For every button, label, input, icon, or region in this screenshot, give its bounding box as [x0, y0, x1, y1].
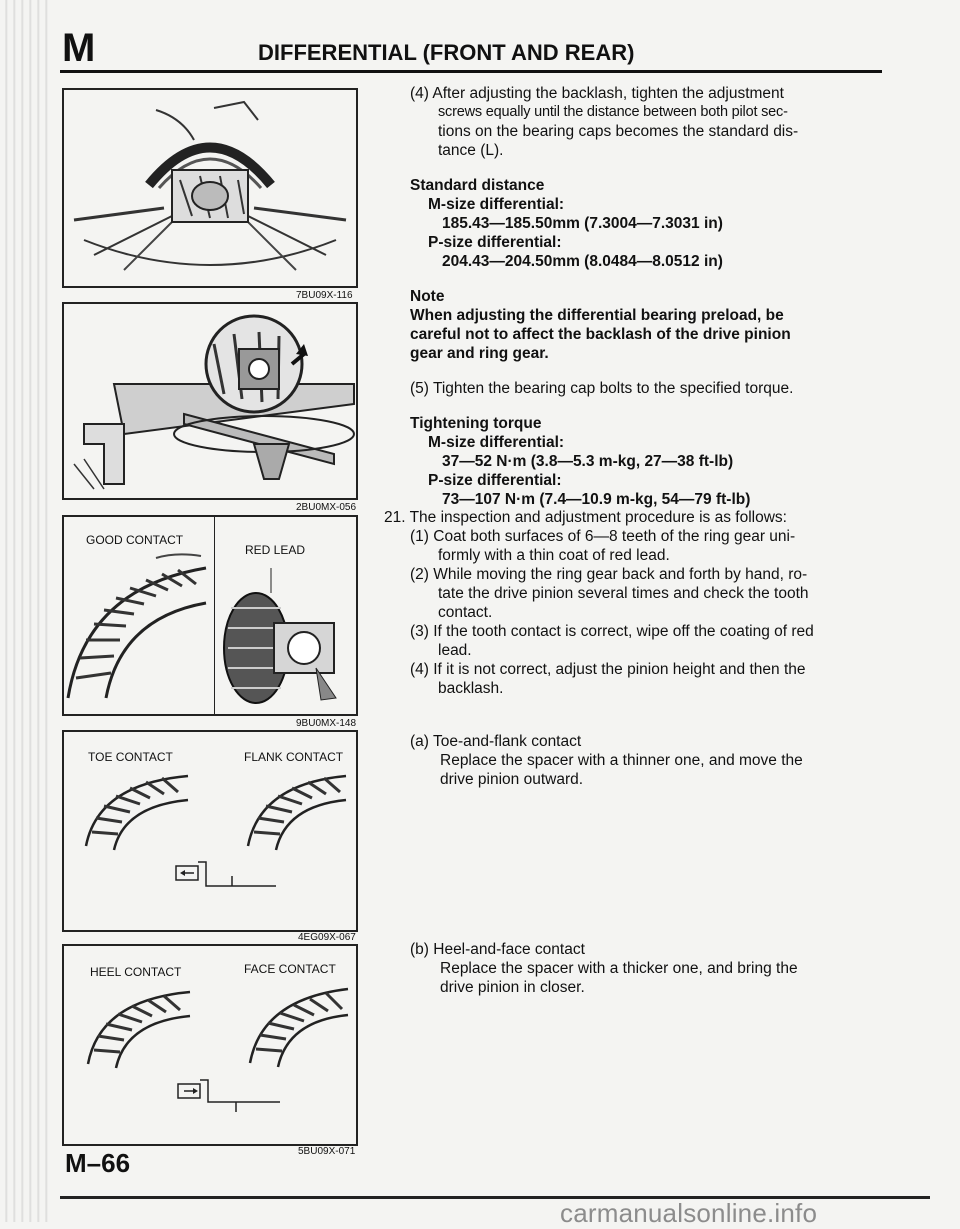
adjustment-text-block: [410, 84, 830, 509]
ring-gear-teeth-illustration: [66, 548, 212, 710]
heel-contact-gear-illustration: [86, 988, 196, 1070]
toe-flank-title: (a) Toe-and-flank contact: [410, 733, 582, 750]
torque-m-label: M-size differential:: [428, 434, 565, 451]
standard-distance-heading: Standard distance: [410, 177, 545, 194]
flank-contact-label: FLANK CONTACT: [244, 750, 344, 764]
note-line1: When adjusting the differential bearing preload, be: [410, 307, 784, 324]
differential-carrier-illustration: [64, 90, 356, 286]
figure-code: 9BU0MX-148: [296, 718, 357, 729]
torque-m-value: 37—52 N·m (3.8—5.3 m-kg, 27—38 ft-lb): [442, 453, 734, 470]
figure-carrier-rotation: [62, 302, 358, 500]
page-title: DIFFERENTIAL (FRONT AND REAR): [258, 40, 635, 65]
std-p-label: P-size differential:: [428, 234, 562, 251]
binding-edge-scan: [0, 0, 50, 1222]
std-p-value: 204.43—204.50mm (8.0484—8.0512 in): [442, 253, 723, 270]
section-letter: M: [62, 26, 95, 70]
toe-flank-line2: drive pinion outward.: [440, 771, 584, 788]
figure-code: 4EG09X-067: [298, 932, 356, 943]
step4-line2: screws equally until the distance between both pilot sec-: [438, 104, 788, 120]
inspect-step3: (3) If the tooth contact is correct, wipe off the coating of red: [410, 623, 814, 640]
inspect-step2: (2) While moving the ring gear back and forth by hand, ro-: [410, 566, 808, 583]
pinion-outward-arrow-icon: [172, 858, 282, 892]
toe-flank-line1: Replace the spacer with a thinner one, and move the: [440, 752, 803, 769]
tightening-torque-heading: Tightening torque: [410, 415, 542, 432]
step5-line: (5) Tighten the bearing cap bolts to the specified torque.: [410, 380, 794, 397]
toe-contact-label: TOE CONTACT: [88, 750, 173, 764]
pinion-closer-arrow-icon: [174, 1076, 286, 1116]
good-contact-label: GOOD CONTACT: [86, 533, 184, 547]
note-line2: careful not to affect the backlash of the drive pinion: [410, 326, 791, 343]
inspect-step2b: tate the drive pinion several times and check the tooth: [438, 585, 809, 602]
heel-face-text-block: [410, 940, 830, 997]
toe-contact-gear-illustration: [84, 772, 194, 852]
inspection-text-block: [384, 508, 830, 698]
step4-line4: tance (L).: [438, 142, 504, 159]
watermark: carmanualsonline.info: [560, 1198, 818, 1228]
torque-p-label: P-size differential:: [428, 472, 562, 489]
std-m-value: 185.43—185.50mm (7.3004—7.3031 in): [442, 215, 723, 232]
step4-line1: After adjusting the backlash, tighten the adjustment: [432, 85, 784, 102]
inspect-step4b: backlash.: [438, 680, 504, 697]
ring-gear-assembly-illustration: [216, 568, 356, 708]
std-m-label: M-size differential:: [428, 196, 565, 213]
face-contact-gear-illustration: [248, 985, 352, 1069]
note-line3: gear and ring gear.: [410, 345, 549, 362]
step-number: (4): [410, 85, 429, 102]
flank-contact-gear-illustration: [246, 772, 350, 852]
figure-differential-carrier: [62, 88, 358, 288]
header-rule: [60, 70, 882, 73]
figure-code: 5BU09X-071: [298, 1146, 356, 1157]
inspect-step3b: lead.: [438, 642, 472, 659]
item21-line: 21. The inspection and adjustment procedure is as follows:: [384, 509, 787, 526]
page-number: M–66: [65, 1148, 131, 1178]
toe-flank-text-block: [410, 732, 830, 789]
heel-face-title: (b) Heel-and-face contact: [410, 941, 585, 958]
carrier-rotation-illustration: [64, 304, 356, 498]
inspect-step2c: contact.: [438, 604, 493, 621]
note-heading: Note: [410, 288, 445, 305]
face-contact-label: FACE CONTACT: [244, 962, 336, 976]
red-lead-label: RED LEAD: [245, 543, 306, 557]
inspect-step1: (1) Coat both surfaces of 6—8 teeth of the ring gear uni-: [410, 528, 796, 545]
torque-p-value: 73—107 N·m (7.4—10.9 m-kg, 54—79 ft-lb): [442, 491, 751, 508]
inspect-step4: (4) If it is not correct, adjust the pinion height and then the: [410, 661, 806, 678]
figure-divider: [214, 517, 215, 714]
heel-contact-label: HEEL CONTACT: [90, 965, 182, 979]
figure-code: 2BU0MX-056: [296, 502, 357, 513]
inspect-step1b: formly with a thin coat of red lead.: [438, 547, 670, 564]
heel-face-line2: drive pinion in closer.: [440, 979, 585, 996]
figure-code: 7BU09X-116: [296, 290, 353, 301]
heel-face-line1: Replace the spacer with a thicker one, and bring the: [440, 960, 798, 977]
step4-line3: tions on the bearing caps becomes the standard dis-: [438, 123, 799, 140]
